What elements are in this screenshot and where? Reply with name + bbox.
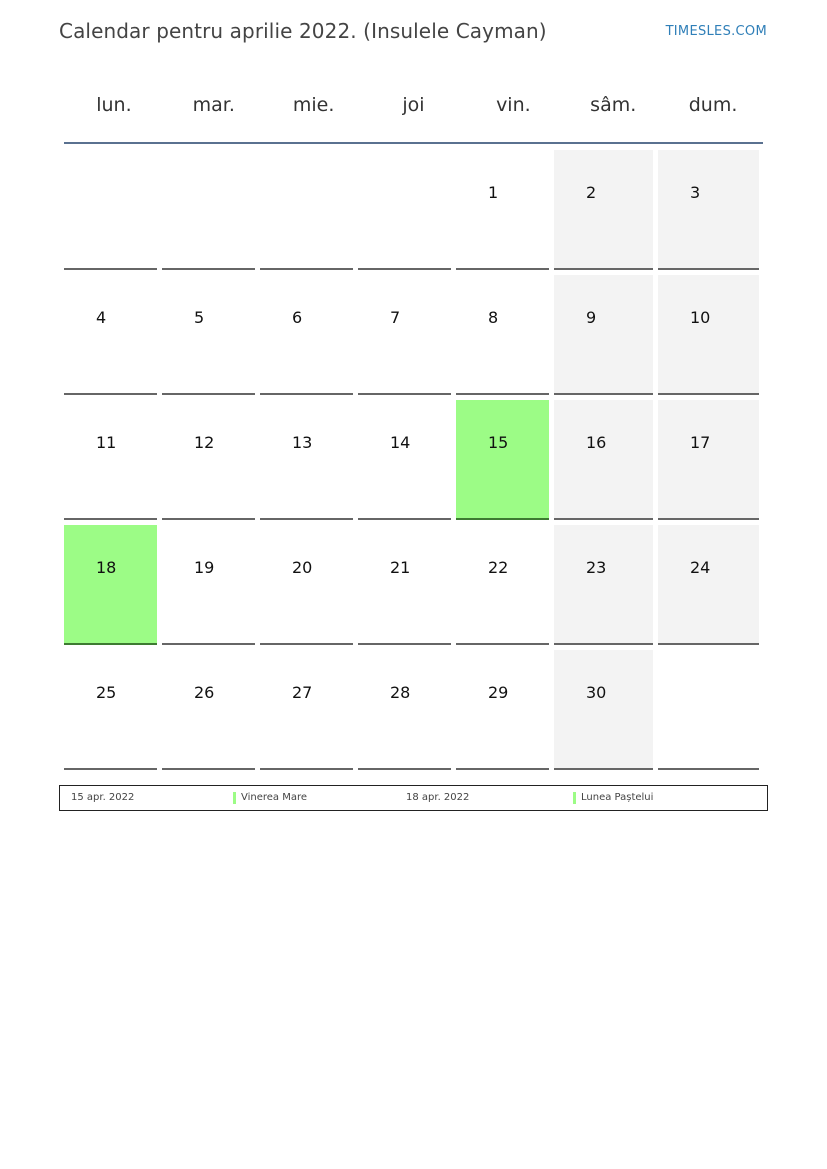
day-number: 4 — [96, 308, 107, 327]
day-cell[interactable] — [64, 525, 157, 645]
weekday-sat: sâm. — [590, 94, 637, 116]
day-cell[interactable] — [658, 400, 759, 520]
day-number: 14 — [390, 433, 411, 452]
day-number: 6 — [292, 308, 303, 327]
day-number: 17 — [690, 433, 711, 452]
day-number: 16 — [586, 433, 607, 452]
day-cell[interactable] — [456, 150, 549, 270]
weekday-fri: vin. — [496, 94, 531, 116]
day-number: 8 — [488, 308, 499, 327]
day-cell[interactable] — [554, 650, 653, 770]
day-number: 2 — [586, 183, 597, 202]
day-cell[interactable] — [456, 525, 549, 645]
day-number: 26 — [194, 683, 215, 702]
day-number: 13 — [292, 433, 313, 452]
legend-color-marker-2 — [573, 792, 576, 804]
weekday-wed: mie. — [292, 94, 335, 116]
day-number: 19 — [194, 558, 215, 577]
day-cell[interactable] — [260, 400, 353, 520]
day-number: 9 — [586, 308, 597, 327]
empty-day-cell — [162, 150, 255, 270]
day-cell[interactable] — [162, 275, 255, 395]
day-cell[interactable] — [554, 400, 653, 520]
calendar-week — [64, 400, 763, 525]
weekday-sun: dum. — [688, 94, 738, 116]
day-cell[interactable] — [456, 650, 549, 770]
day-cell[interactable] — [658, 525, 759, 645]
calendar-grid — [64, 150, 763, 775]
empty-day-cell — [260, 150, 353, 270]
day-number: 7 — [390, 308, 401, 327]
day-cell[interactable] — [64, 275, 157, 395]
day-cell[interactable] — [456, 400, 549, 520]
legend-holiday-1: Vinerea Mare — [241, 792, 308, 803]
day-number: 29 — [488, 683, 509, 702]
day-cell[interactable] — [358, 275, 451, 395]
day-number: 10 — [690, 308, 711, 327]
day-cell[interactable] — [554, 275, 653, 395]
empty-day-cell — [658, 650, 759, 770]
day-number: 18 — [96, 558, 117, 577]
calendar-week — [64, 275, 763, 400]
day-cell[interactable] — [554, 525, 653, 645]
day-cell[interactable] — [64, 400, 157, 520]
day-cell[interactable] — [358, 400, 451, 520]
legend-date-2: 18 apr. 2022 — [406, 792, 470, 803]
day-number: 28 — [390, 683, 411, 702]
day-number: 22 — [488, 558, 509, 577]
page-title: Calendar pentru aprilie 2022. (Insulele Cayman) — [59, 19, 547, 43]
day-cell[interactable] — [260, 275, 353, 395]
day-number: 30 — [586, 683, 607, 702]
weekday-thu: joi — [402, 94, 425, 116]
day-number: 24 — [690, 558, 711, 577]
weekday-mon: lun. — [96, 94, 132, 116]
day-number: 23 — [586, 558, 607, 577]
day-number: 1 — [488, 183, 499, 202]
calendar-week — [64, 650, 763, 775]
day-number: 5 — [194, 308, 205, 327]
day-cell[interactable] — [162, 650, 255, 770]
day-cell[interactable] — [554, 150, 653, 270]
weekday-header — [64, 80, 763, 130]
day-number: 3 — [690, 183, 701, 202]
day-cell[interactable] — [358, 525, 451, 645]
day-cell[interactable] — [260, 525, 353, 645]
header-divider — [64, 142, 763, 144]
day-number: 11 — [96, 433, 117, 452]
day-number: 25 — [96, 683, 117, 702]
day-number: 12 — [194, 433, 215, 452]
day-cell[interactable] — [64, 650, 157, 770]
weekday-tue: mar. — [192, 94, 235, 116]
calendar-week — [64, 150, 763, 275]
day-number: 20 — [292, 558, 313, 577]
legend-holiday-2: Lunea Paștelui — [581, 792, 654, 803]
holiday-legend — [59, 785, 768, 811]
empty-day-cell — [358, 150, 451, 270]
day-cell[interactable] — [358, 650, 451, 770]
day-number: 21 — [390, 558, 411, 577]
calendar-week — [64, 525, 763, 650]
day-cell[interactable] — [260, 650, 353, 770]
empty-day-cell — [64, 150, 157, 270]
day-cell[interactable] — [456, 275, 549, 395]
day-cell[interactable] — [162, 400, 255, 520]
day-cell[interactable] — [658, 275, 759, 395]
legend-color-marker-1 — [233, 792, 236, 804]
day-cell[interactable] — [658, 150, 759, 270]
legend-date-1: 15 apr. 2022 — [71, 792, 135, 803]
day-number: 27 — [292, 683, 313, 702]
day-number: 15 — [488, 433, 509, 452]
brand-link[interactable]: TIMESLES.COM — [665, 24, 767, 39]
day-cell[interactable] — [162, 525, 255, 645]
